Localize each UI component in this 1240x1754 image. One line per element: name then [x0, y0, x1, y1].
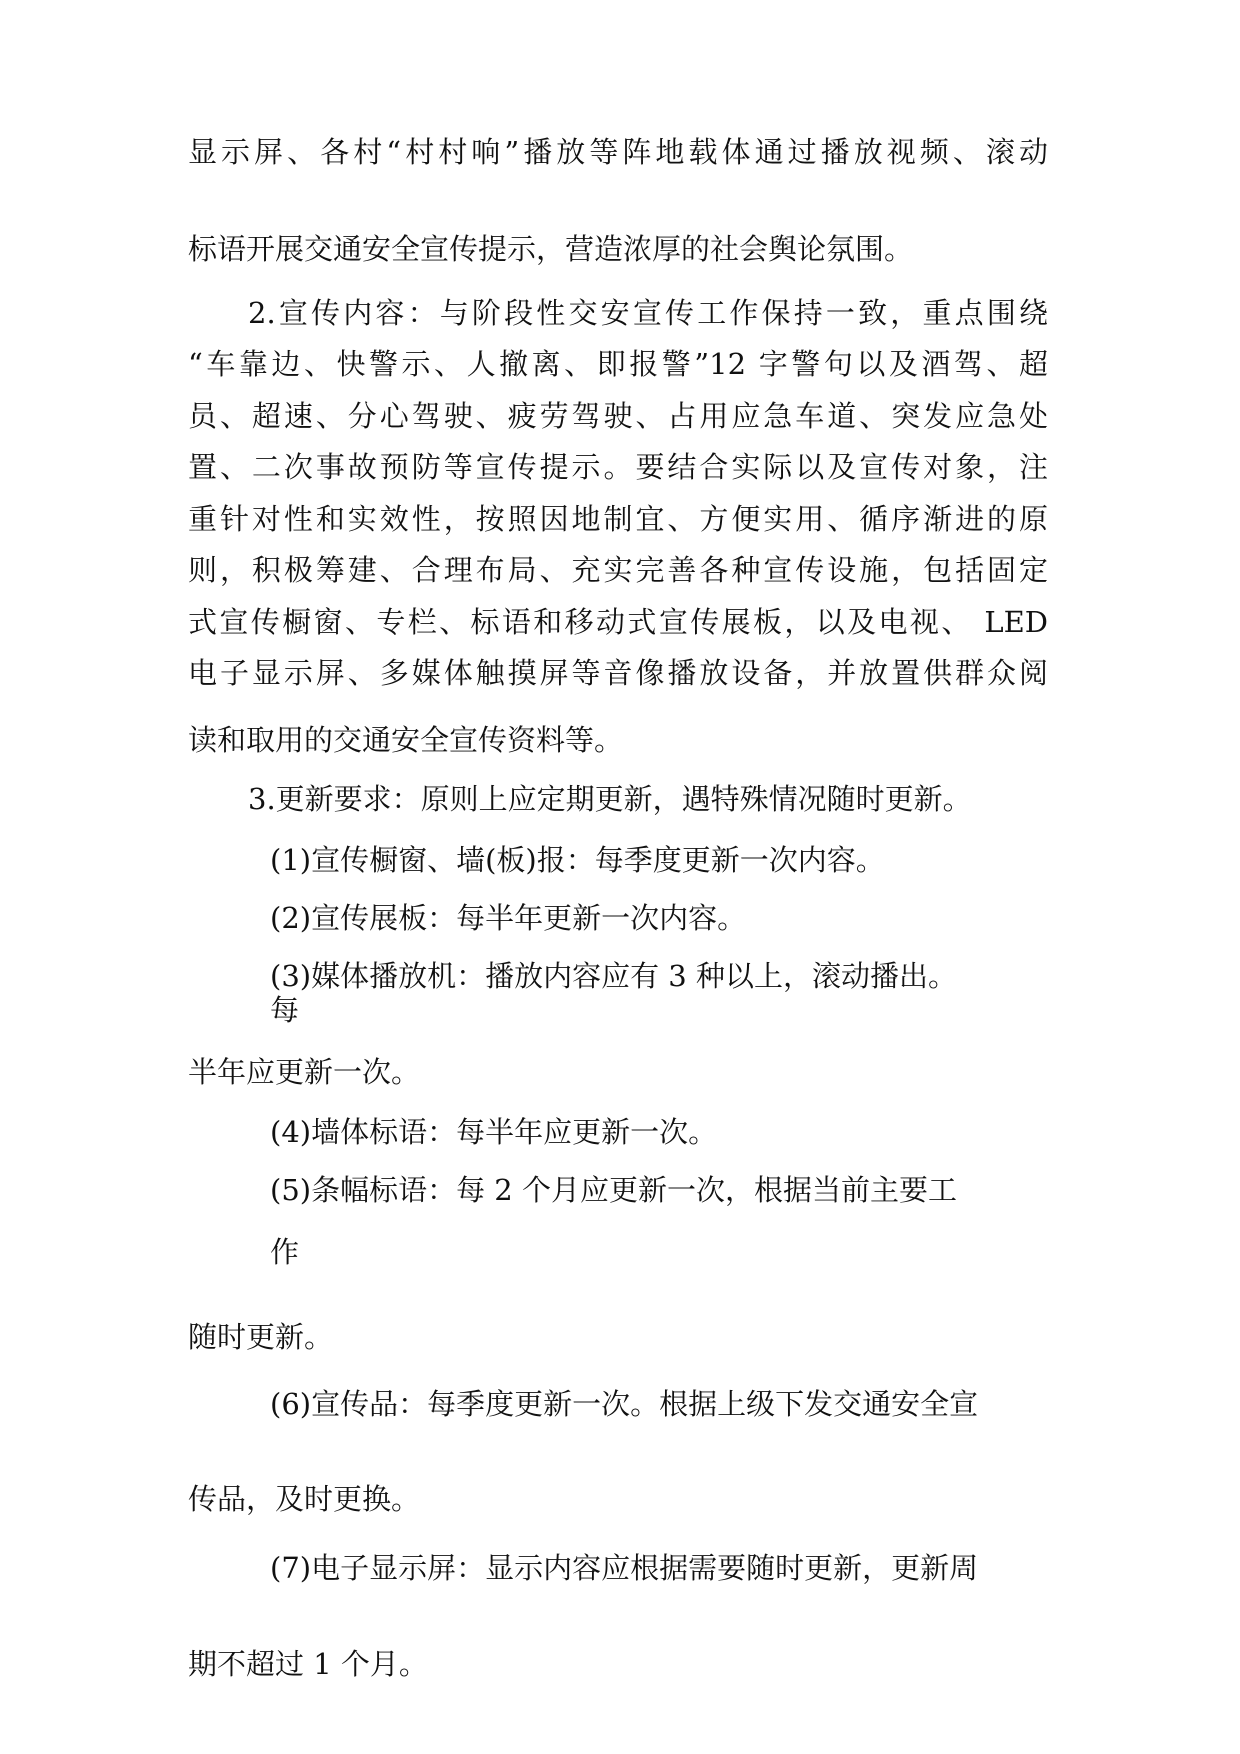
text-line: (6)宣传品：每季度更新一次。根据上级下发交通安全宣 — [270, 1387, 979, 1421]
text-line: (1)宣传橱窗、墙(板)报：每季度更新一次内容。 — [270, 843, 885, 877]
text-line: 则，积极筹建、合理布局、充实完善各种宣传设施，包括固定 — [188, 553, 1048, 587]
text-line: 标语开展交通安全宣传提示，营造浓厚的社会舆论氛围。 — [188, 232, 914, 266]
text-line: (5)条幅标语：每 2 个月应更新一次，根据当前主要工 — [270, 1173, 957, 1207]
text-line: 重针对性和实效性，按照因地制宜、方便实用、循序渐进的原 — [188, 502, 1048, 536]
text-line: 3.更新要求：原则上应定期更新，遇特殊情况随时更新。 — [248, 782, 972, 816]
text-line: 传品，及时更换。 — [188, 1482, 421, 1516]
text-line: 员、超速、分心驾驶、疲劳驾驶、占用应急车道、突发应急处 — [188, 399, 1048, 433]
text-line: 电子显示屏、多媒体触摸屏等音像播放设备，并放置供群众阅 — [188, 656, 1048, 690]
text-line: 期不超过 1 个月。 — [188, 1647, 428, 1681]
text-line: (2)宣传展板：每半年更新一次内容。 — [270, 901, 747, 935]
text-line: 2.宣传内容：与阶段性交安宣传工作保持一致，重点围绕 — [248, 296, 1048, 330]
text-line: 每 — [270, 993, 300, 1027]
text-line: 随时更新。 — [188, 1320, 334, 1354]
text-line: 作 — [270, 1235, 300, 1269]
text-line: (3)媒体播放机：播放内容应有 3 种以上，滚动播出。 — [270, 959, 957, 993]
text-line: (4)墙体标语：每半年应更新一次。 — [270, 1115, 718, 1149]
text-line: 显示屏、各村“村村响”播放等阵地载体通过播放视频、滚动 — [188, 135, 1048, 169]
text-line: (7)电子显示屏：显示内容应根据需要随时更新，更新周 — [270, 1551, 979, 1585]
text-line: “车靠边、快警示、人撤离、即报警”12 字警句以及酒驾、超 — [188, 347, 1048, 381]
text-line: 置、二次事故预防等宣传提示。要结合实际以及宣传对象，注 — [188, 450, 1048, 484]
text-line: 式宣传橱窗、专栏、标语和移动式宣传展板，以及电视、 LED — [188, 605, 1048, 639]
text-line: 半年应更新一次。 — [188, 1055, 421, 1089]
text-line: 读和取用的交通安全宣传资料等。 — [188, 723, 624, 757]
